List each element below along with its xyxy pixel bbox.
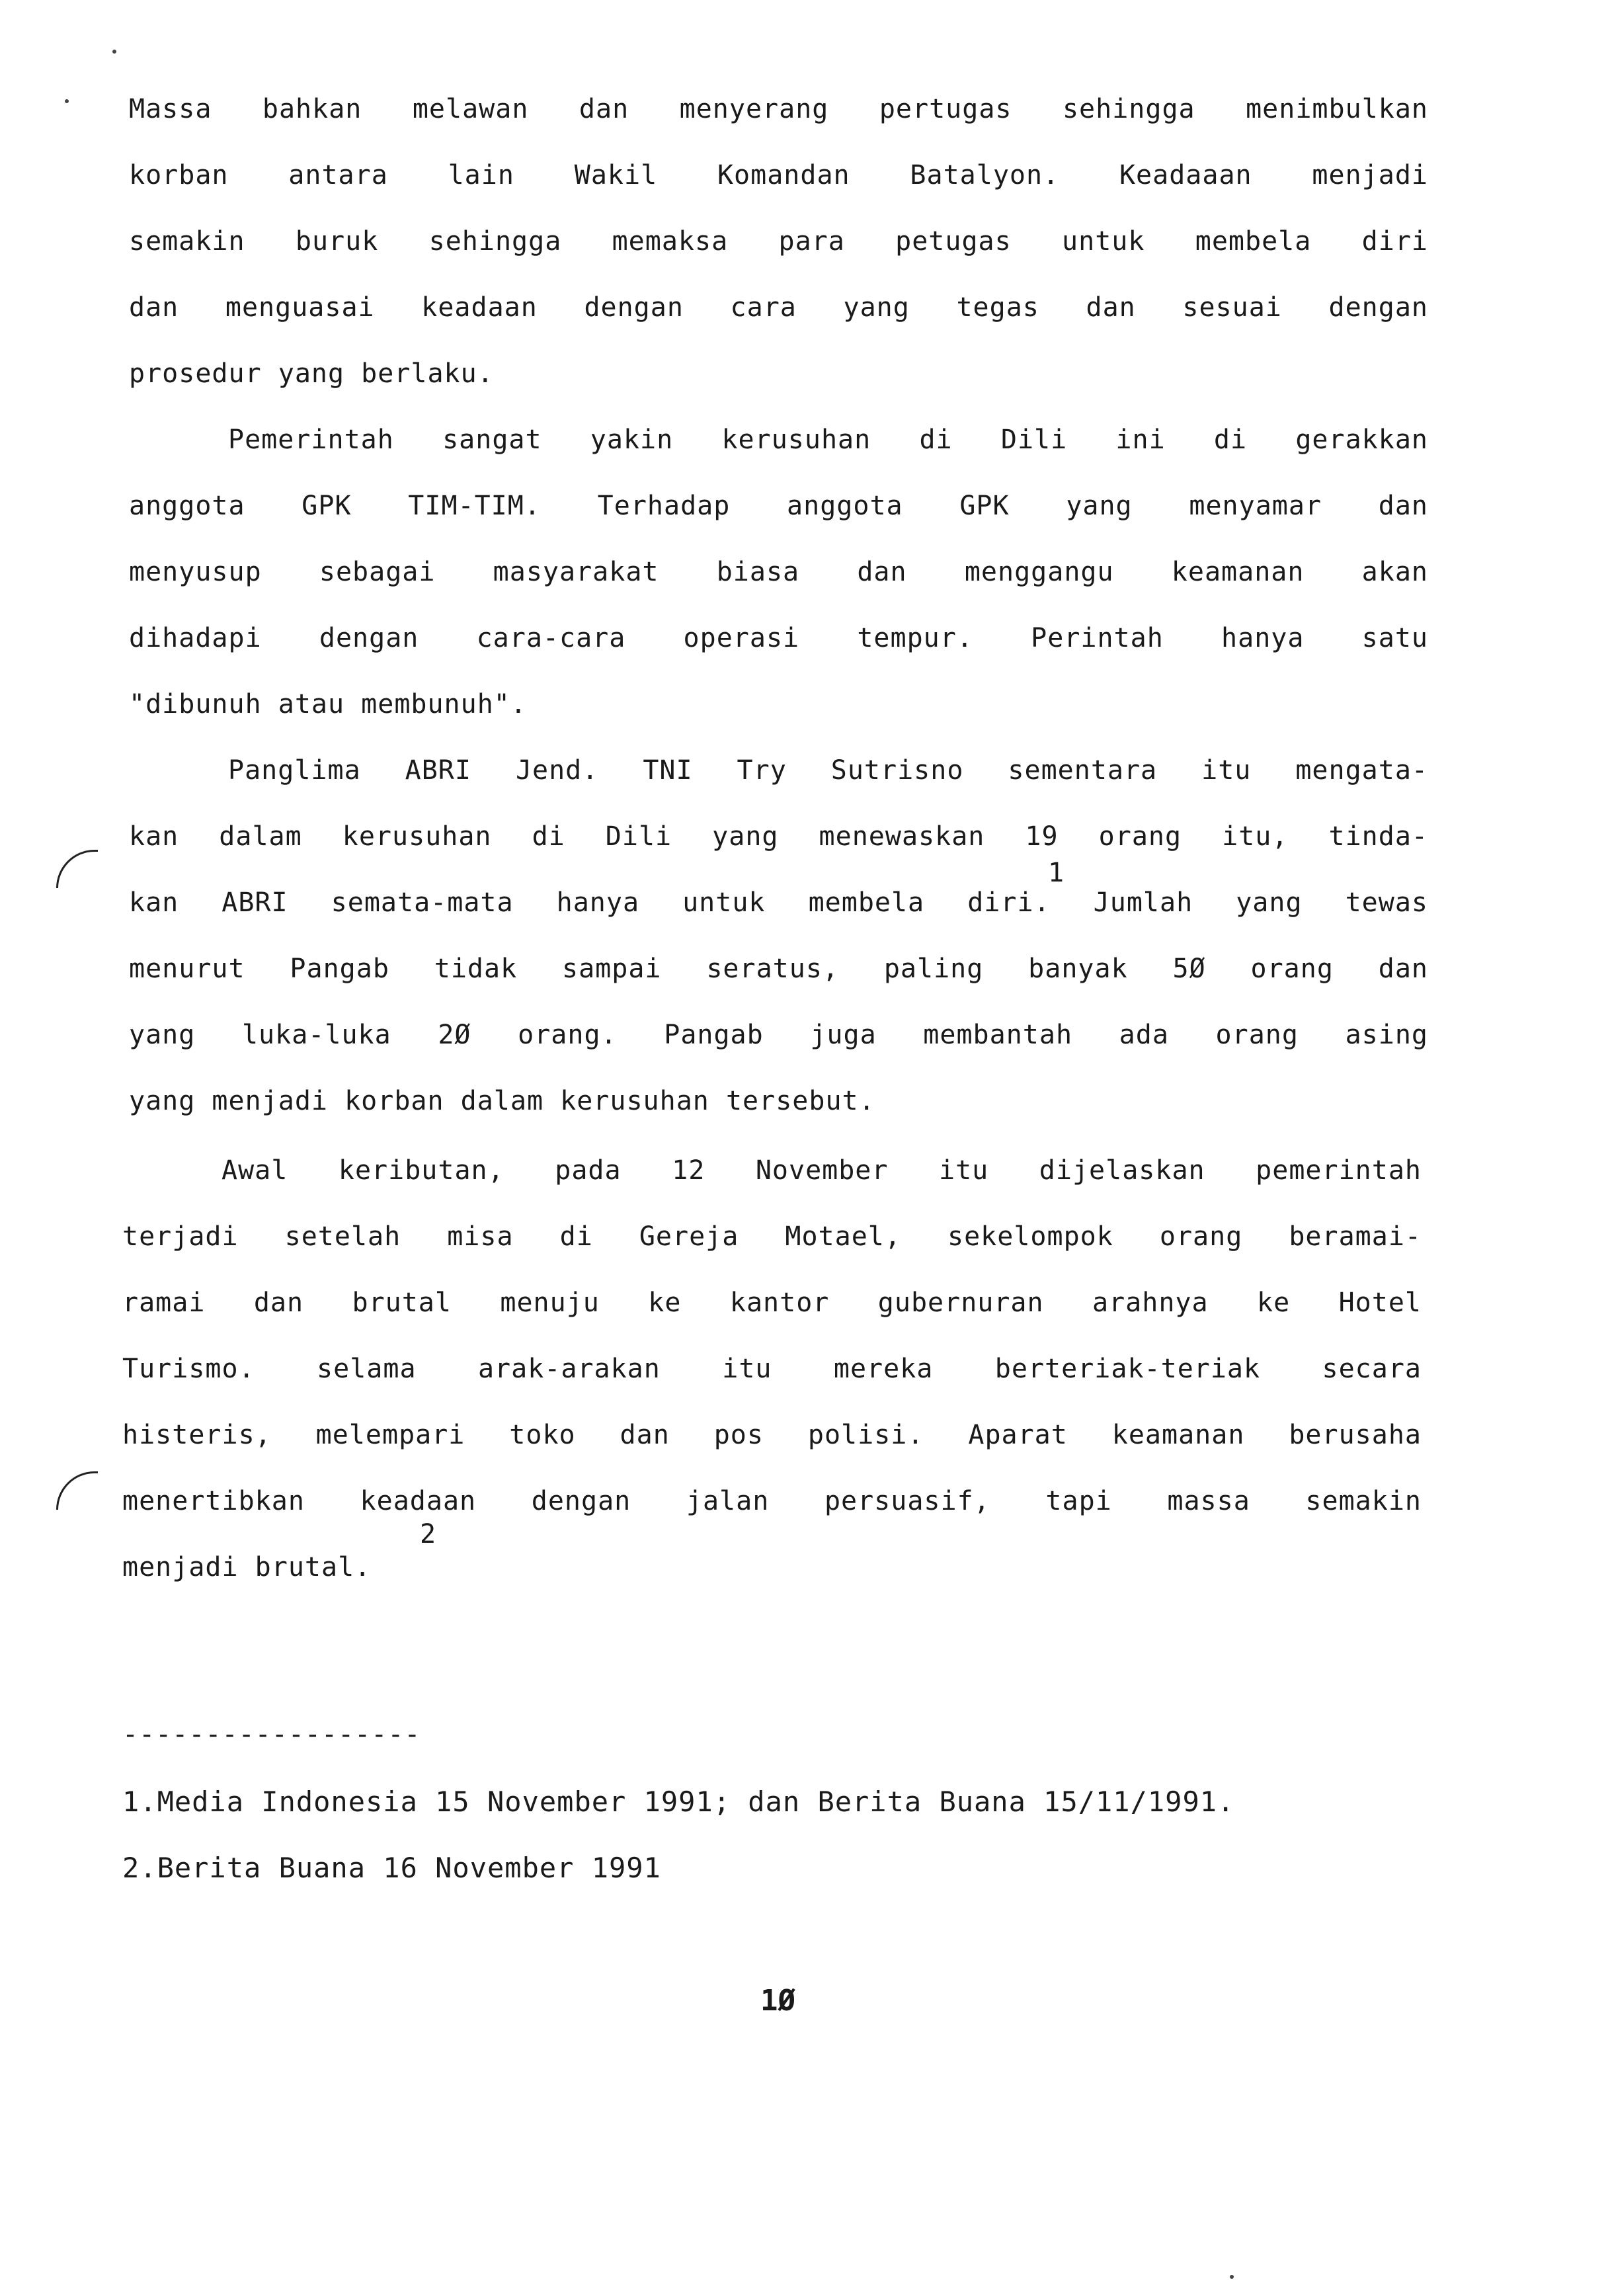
paragraph-4 bbox=[122, 1137, 1422, 1600]
speck-mark bbox=[65, 99, 69, 103]
speck-mark bbox=[112, 50, 116, 54]
paragraph-3 bbox=[129, 737, 1428, 1134]
text-line: anggota GPK TIM-TIM. Terhadap anggota GPK yang menyamar dan bbox=[129, 491, 1428, 521]
text-line: kan ABRI semata-mata hanya untuk membela diri. Jumlah yang tewas bbox=[129, 887, 1428, 918]
text-line: Awal keributan, pada 12 November itu dijelaskan pemerintah bbox=[221, 1155, 1422, 1186]
text-line: terjadi setelah misa di Gereja Motael, sekelompok orang beramai- bbox=[122, 1221, 1422, 1252]
page-number: 1Ø bbox=[760, 1984, 795, 2018]
text-line: menyusup sebagai masyarakat biasa dan menggangu keamanan akan bbox=[129, 557, 1428, 587]
speck-mark bbox=[1230, 2275, 1234, 2279]
text-line: Panglima ABRI Jend. TNI Try Sutrisno sementara itu mengata- bbox=[228, 755, 1428, 786]
text-line: histeris, melempari toko dan pos polisi. Aparat keamanan berusaha bbox=[122, 1420, 1422, 1450]
text-line: menurut Pangab tidak sampai seratus, paling banyak 5Ø orang dan bbox=[129, 954, 1428, 984]
text-line: semakin buruk sehingga memaksa para petugas untuk membela diri bbox=[129, 226, 1428, 257]
text-line: menjadi brutal. bbox=[122, 1552, 372, 1582]
footnote-ref-2: 2 bbox=[420, 1519, 436, 1549]
text-line: prosedur yang berlaku. bbox=[129, 358, 494, 389]
text-line: yang luka-luka 2Ø orang. Pangab juga membantah ada orang asing bbox=[129, 1020, 1428, 1050]
footnote-2: 2.Berita Buana 16 November 1991 bbox=[122, 1852, 661, 1884]
text-line: kan dalam kerusuhan di Dili yang menewaskan 19 orang itu, tinda- bbox=[129, 821, 1428, 852]
margin-bracket-mark bbox=[56, 850, 98, 888]
margin-bracket-mark bbox=[56, 1471, 98, 1510]
footnote-1: 1.Media Indonesia 15 November 1991; dan Berita Buana 15/11/1991. bbox=[122, 1785, 1235, 1818]
text-line: korban antara lain Wakil Komandan Batalyon. Keadaaan menjadi bbox=[129, 160, 1428, 190]
text-line: dihadapi dengan cara-cara operasi tempur. Perintah hanya satu bbox=[129, 623, 1428, 653]
text-line: Pemerintah sangat yakin kerusuhan di Dili ini di gerakkan bbox=[228, 425, 1428, 455]
footnote-separator: ------------------ bbox=[122, 1719, 421, 1750]
text-line: "dibunuh atau membunuh". bbox=[129, 689, 527, 719]
text-line: ramai dan brutal menuju ke kantor gubernuran arahnya ke Hotel bbox=[122, 1288, 1422, 1318]
text-line: dan menguasai keadaan dengan cara yang tegas dan sesuai dengan bbox=[129, 292, 1428, 323]
footnote-ref-1: 1 bbox=[1048, 858, 1065, 888]
text-line: Massa bahkan melawan dan menyerang pertugas sehingga menimbulkan bbox=[129, 94, 1428, 124]
text-line: menertibkan keadaan dengan jalan persuasif, tapi massa semakin bbox=[122, 1486, 1422, 1516]
paragraph-2 bbox=[129, 407, 1428, 737]
paragraph-1 bbox=[129, 76, 1428, 407]
text-line: Turismo. selama arak-arakan itu mereka berteriak-teriak secara bbox=[122, 1354, 1422, 1384]
text-line: yang menjadi korban dalam kerusuhan tersebut. bbox=[129, 1086, 875, 1116]
